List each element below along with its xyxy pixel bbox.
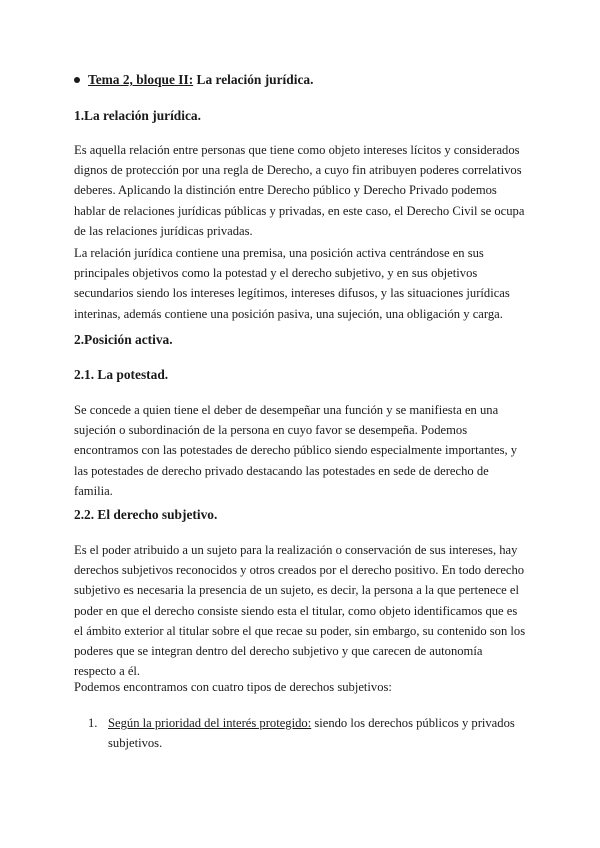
list-item-rest: siendo los derechos públicos y privados subjetivos.	[108, 716, 515, 751]
document-title	[88, 72, 313, 88]
list-text	[108, 713, 531, 753]
title-rest: La relación jurídica.	[193, 72, 314, 87]
types-intro: Podemos encontramos con cuatro tipos de derechos subjetivos:	[74, 680, 392, 694]
section-2-1-paragraph: Se concede a quien tiene el deber de desempeñar una función y se manifiesta en una sujeción o subordinación de la persona en cuyo favor se desempeña. Podemos encontramos con las potestades de derecho público siendo especialmente importantes, y las potestades de derecho privado destacando las potestades en sede de derecho de familia.	[74, 403, 518, 498]
bullet-icon	[74, 77, 80, 83]
list-item	[88, 713, 531, 753]
section-1-paragraph-1: Es aquella relación entre personas que tiene como objeto intereses lícitos y considerados dignos de protección por una regla de Derecho, a cuyo fin atribuyen poderes correlativos deberes. Aplicando la distinción entre Derecho público y Derecho Privado podemos hablar de relaciones jurídicas públicas y privadas, en este caso, el Derecho Civil se ocupa de las relaciones jurídicas privadas.	[74, 143, 525, 238]
section-1-heading: 1.La relación jurídica.	[74, 108, 201, 123]
title-underlined: Tema 2, bloque II:	[88, 72, 194, 87]
section-2-1-heading: 2.1. La potestad.	[74, 367, 169, 382]
section-1-paragraph-2: La relación jurídica contiene una premisa, una posición activa centrándose en sus principales objetivos como la potestad y el derecho subjetivo, y en sus objetivos secundarios siendo los intereses legítimos, intereses difusos, y las situaciones jurídicas interinas, además contiene una posición pasiva, una sujeción, una obligación y carga.	[74, 246, 510, 321]
list-number: 1.	[88, 716, 98, 730]
section-2-heading: 2.Posición activa.	[74, 332, 173, 347]
section-2-2-paragraph: Es el poder atribuido a un sujeto para la realización o conservación de sus intereses, hay derechos subjetivos reconocidos y otros creados por el derecho positivo. En todo derecho subjetivo es necesaria la presencia de un sujeto, es decir, la persona a la que pertenece el poder en que el derecho consiste siendo esta el titular, como objeto identificamos que es el ámbito exterior al titular sobre el que recae su poder, sin embargo, su contenido son los poderes que se integran dentro del derecho subjetivo y que carecen de autonomía respecto a él.	[74, 543, 526, 679]
list-item-underlined: Según la prioridad del interés protegido:	[108, 716, 312, 730]
section-2-2-heading: 2.2. El derecho subjetivo.	[74, 507, 218, 522]
